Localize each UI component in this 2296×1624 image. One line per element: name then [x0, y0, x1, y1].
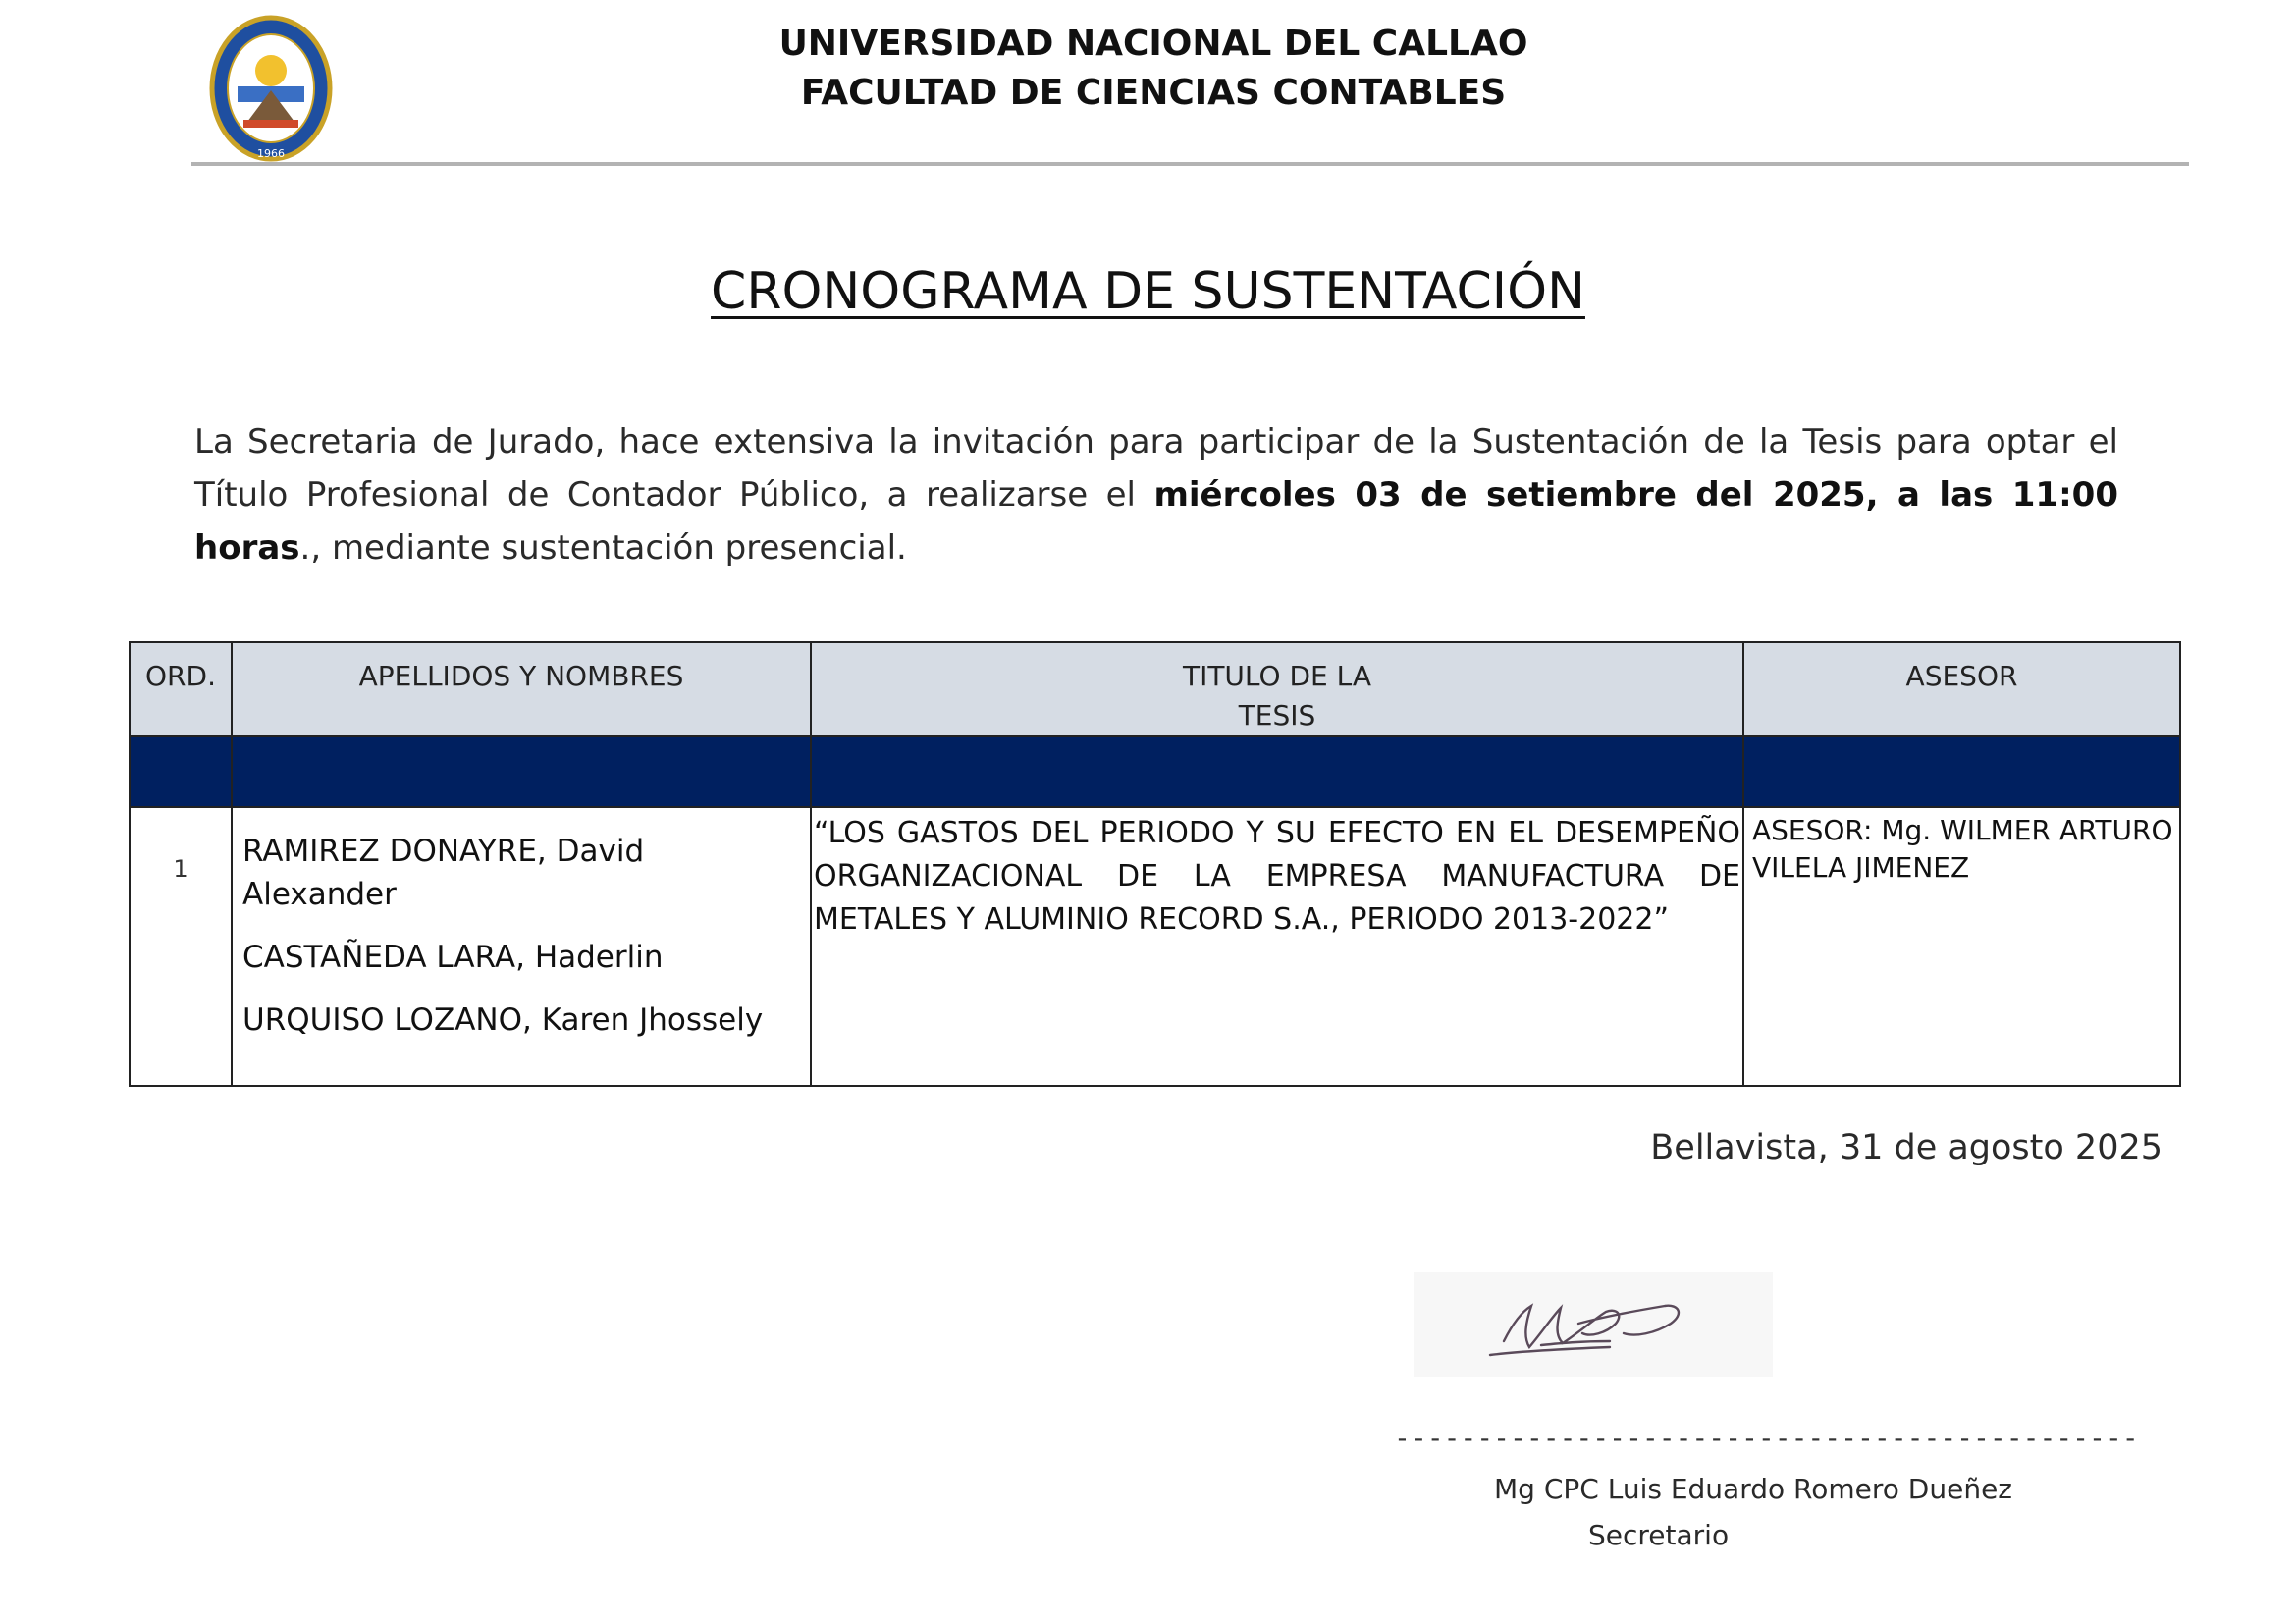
table-header-row: [130, 642, 2180, 736]
header-thesis-title-line2: TESIS: [1238, 699, 1316, 731]
invitation-date-time: miércoles 03 de setiembre del 2025, a las 11:00 horas: [194, 475, 2118, 568]
band-cell: [232, 736, 811, 807]
schedule-table: [129, 641, 2181, 1087]
ord-cell: 1: [130, 807, 232, 1086]
institution-header: [638, 20, 1669, 118]
signatory-name: Mg CPC Luis Eduardo Romero Dueñez: [1494, 1473, 2012, 1505]
signatory-role: Secretario: [1588, 1519, 1730, 1551]
invitation-text-start: La Secretaria de Jurado, hace extensiva la invitación para participar de la Sustentación de la Tesis para optar el Título Profesional de Contador Público, a realizarse el: [194, 422, 2118, 514]
header-divider: [191, 162, 2189, 166]
thesis-title-cell: “LOS GASTOS DEL PERIODO Y SU EFECTO EN EL DESEMPEÑO ORGANIZACIONAL DE LA EMPRESA MANUFACTURA DE METALES Y ALUMINIO RECORD S.A., PERIODO 2013-2022”: [811, 807, 1743, 1086]
header-thesis-title: [811, 642, 1743, 736]
header-thesis-title-line1: TITULO DE LA: [1182, 660, 1372, 692]
signature-line: ---------------------------------------------: [1394, 1422, 2139, 1454]
handwritten-signature: [1414, 1272, 1773, 1377]
student-name: CASTAÑEDA LARA, Haderlin: [242, 940, 664, 975]
band-cell: [130, 736, 232, 807]
names-cell: [232, 807, 811, 1086]
band-cell: [1743, 736, 2180, 807]
table-band-row: [130, 736, 2180, 807]
band-cell: [811, 736, 1743, 807]
seal-year: 1966: [257, 147, 285, 160]
header-advisor: ASESOR: [1743, 642, 2180, 736]
student-name: URQUISO LOZANO, Karen Jhossely: [242, 1002, 764, 1038]
university-seal-logo: [208, 14, 334, 163]
invitation-paragraph: [194, 415, 2118, 574]
invitation-text-end: ., mediante sustentación presencial.: [299, 528, 907, 568]
student-name: RAMIREZ DONAYRE, David Alexander: [242, 834, 645, 912]
document-title: CRONOGRAMA DE SUSTENTACIÓN: [711, 262, 1585, 321]
place-date: Bellavista, 31 de agosto 2025: [1650, 1128, 2163, 1167]
advisor-cell: ASESOR: Mg. WILMER ARTURO VILELA JIMENEZ: [1743, 807, 2180, 1086]
header-names: APELLIDOS Y NOMBRES: [232, 642, 811, 736]
university-name: UNIVERSIDAD NACIONAL DEL CALLAO: [778, 24, 1528, 64]
header-ord: ORD.: [130, 642, 232, 736]
faculty-name: FACULTAD DE CIENCIAS CONTABLES: [800, 73, 1507, 113]
table-row: [130, 807, 2180, 1086]
